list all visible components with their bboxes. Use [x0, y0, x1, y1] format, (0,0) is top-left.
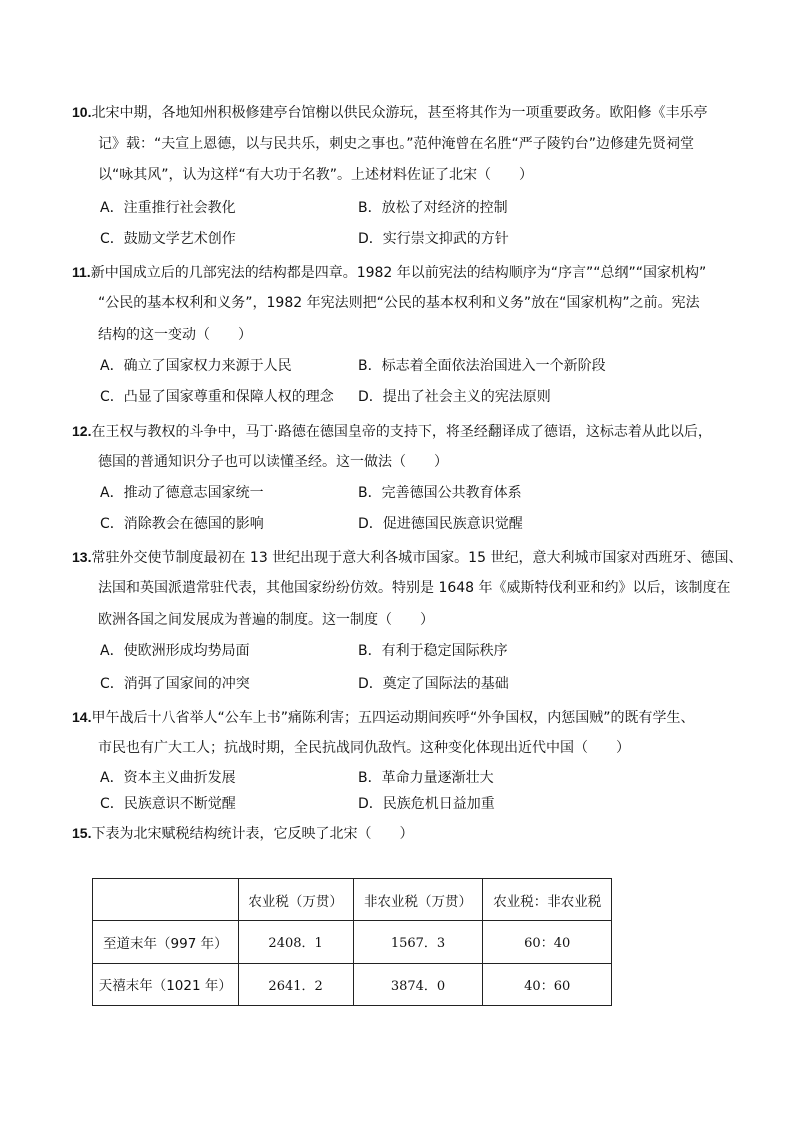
question-number: 12.: [72, 423, 92, 439]
question-10-option-a: A．注重推行社会教化: [100, 200, 236, 216]
question-13-option-b: B．有利于稳定国际秩序: [358, 643, 508, 659]
question-11-line-3: 结构的这一变动（ ）: [98, 327, 252, 343]
question-11-line-2: “公民的基本权利和义务”，1982 年宪法则把“公民的基本权利和义务”放在“国家机构”之前。宪法: [98, 295, 700, 311]
table: [92, 878, 612, 1006]
question-14-line-1: [72, 708, 694, 727]
question-10-option-d: D．实行崇文抑武的方针: [358, 231, 509, 247]
table-cell: 天禧末年（1021 年）: [93, 963, 239, 1005]
question-11-option-a: A．确立了国家权力来源于人民: [100, 358, 292, 374]
question-13-line-2: 法国和英国派遣常驻代表，其他国家纷纷仿效。特别是 1648 年《威斯特伐利亚和约》以后，该制度在: [98, 580, 731, 596]
question-text: 在王权与教权的斗争中，马丁·路德在德国皇帝的支持下，将圣经翻译成了德语，这标志着从此以后，: [91, 424, 712, 440]
question-12-line-1: [72, 422, 712, 441]
question-text: 常驻外交使节制度最初在 13 世纪出现于意大利各城市国家。15 世纪，意大利城市国家对西班牙、德国、: [91, 550, 743, 566]
question-15-line-1: [72, 824, 413, 843]
question-12-option-c: C．消除教会在德国的影响: [100, 516, 264, 532]
table-cell: 40：60: [483, 963, 612, 1005]
question-number: 10.: [72, 104, 92, 120]
question-number: 13.: [72, 549, 92, 565]
table-cell: 3874．0: [353, 963, 483, 1005]
question-10-option-b: B．放松了对经济的控制: [358, 200, 508, 216]
question-13-line-3: 欧洲各国之间发展成为普遍的制度。这一制度（ ）: [98, 612, 434, 628]
question-text: 新中国成立后的几部宪法的结构都是四章。1982 年以前宪法的结构顺序为“序言”“总纲”“国家机构”: [90, 265, 707, 281]
question-11-option-d: D．提出了社会主义的宪法原则: [358, 389, 551, 405]
question-10-option-c: C．鼓励文学艺术创作: [100, 231, 236, 247]
question-11-line-1: [72, 263, 706, 282]
table-cell: 2641．2: [238, 963, 353, 1005]
table-cell: 2408．1: [238, 921, 353, 963]
question-11-option-c: C．凸显了国家尊重和保障人权的理念: [100, 389, 334, 405]
question-13-line-1: [72, 548, 742, 567]
tax-structure-table: [92, 878, 612, 1006]
question-text: 下表为北宋赋税结构统计表，它反映了北宋（ ）: [91, 826, 414, 842]
question-13-option-a: A．使欧洲形成均势局面: [100, 643, 250, 659]
question-12-option-d: D．促进德国民族意识觉醒: [358, 516, 523, 532]
question-14-option-b: B．革命力量逐渐壮大: [358, 770, 494, 786]
table-header-row: [93, 879, 612, 921]
question-14-option-a: A．资本主义曲折发展: [100, 770, 236, 786]
question-10-line-2: 记》载：“夫宣上恩德，以与民共乐，刺史之事也。”范仲淹曾在名胜“严子陵钓台”边修建先贤祠堂: [98, 136, 695, 152]
table-header-cell: 非农业税（万贯）: [353, 879, 483, 921]
question-14-line-2: 市民也有广大工人；抗战时期，全民抗战同仇敌忾。这种变化体现出近代中国（ ）: [98, 740, 630, 756]
question-text: 北宋中期，各地知州积极修建亭台馆榭以供民众游玩，甚至将其作为一项重要政务。欧阳修《丰乐亭: [91, 105, 708, 121]
table-header-cell: 农业税：非农业税: [483, 879, 612, 921]
question-12-line-2: 德国的普通知识分子也可以读懂圣经。这一做法（ ）: [98, 454, 448, 470]
question-12-option-b: B．完善德国公共教育体系: [358, 485, 522, 501]
table-cell: 至道末年（997 年）: [93, 921, 239, 963]
question-14-option-c: C．民族意识不断觉醒: [100, 796, 236, 812]
question-13-option-c: C．消弭了国家间的冲突: [100, 676, 250, 692]
question-text: 甲午战后十八省举人“公车上书”痛陈利害；五四运动期间疾呼“外争国权，内惩国贼”的既有学生、: [91, 710, 695, 726]
table-row: [93, 963, 612, 1005]
question-number: 15.: [72, 825, 92, 841]
question-11-option-b: B．标志着全面依法治国进入一个新阶段: [358, 358, 606, 374]
question-14-option-d: D．民族危机日益加重: [358, 796, 495, 812]
table-row: [93, 921, 612, 963]
table-header-cell: [93, 879, 239, 921]
question-number: 14.: [72, 709, 92, 725]
table-header-cell: 农业税（万贯）: [238, 879, 353, 921]
question-13-option-d: D．奠定了国际法的基础: [358, 676, 509, 692]
question-number: 11.: [72, 264, 91, 280]
question-12-option-a: A．推动了德意志国家统一: [100, 485, 264, 501]
table-cell: 1567．3: [353, 921, 483, 963]
question-10-line-3: 以“咏其风”，认为这样“有大功于名教”。上述材料佐证了北宋（ ）: [98, 167, 534, 183]
question-10-line-1: [72, 103, 707, 122]
table-cell: 60：40: [483, 921, 612, 963]
